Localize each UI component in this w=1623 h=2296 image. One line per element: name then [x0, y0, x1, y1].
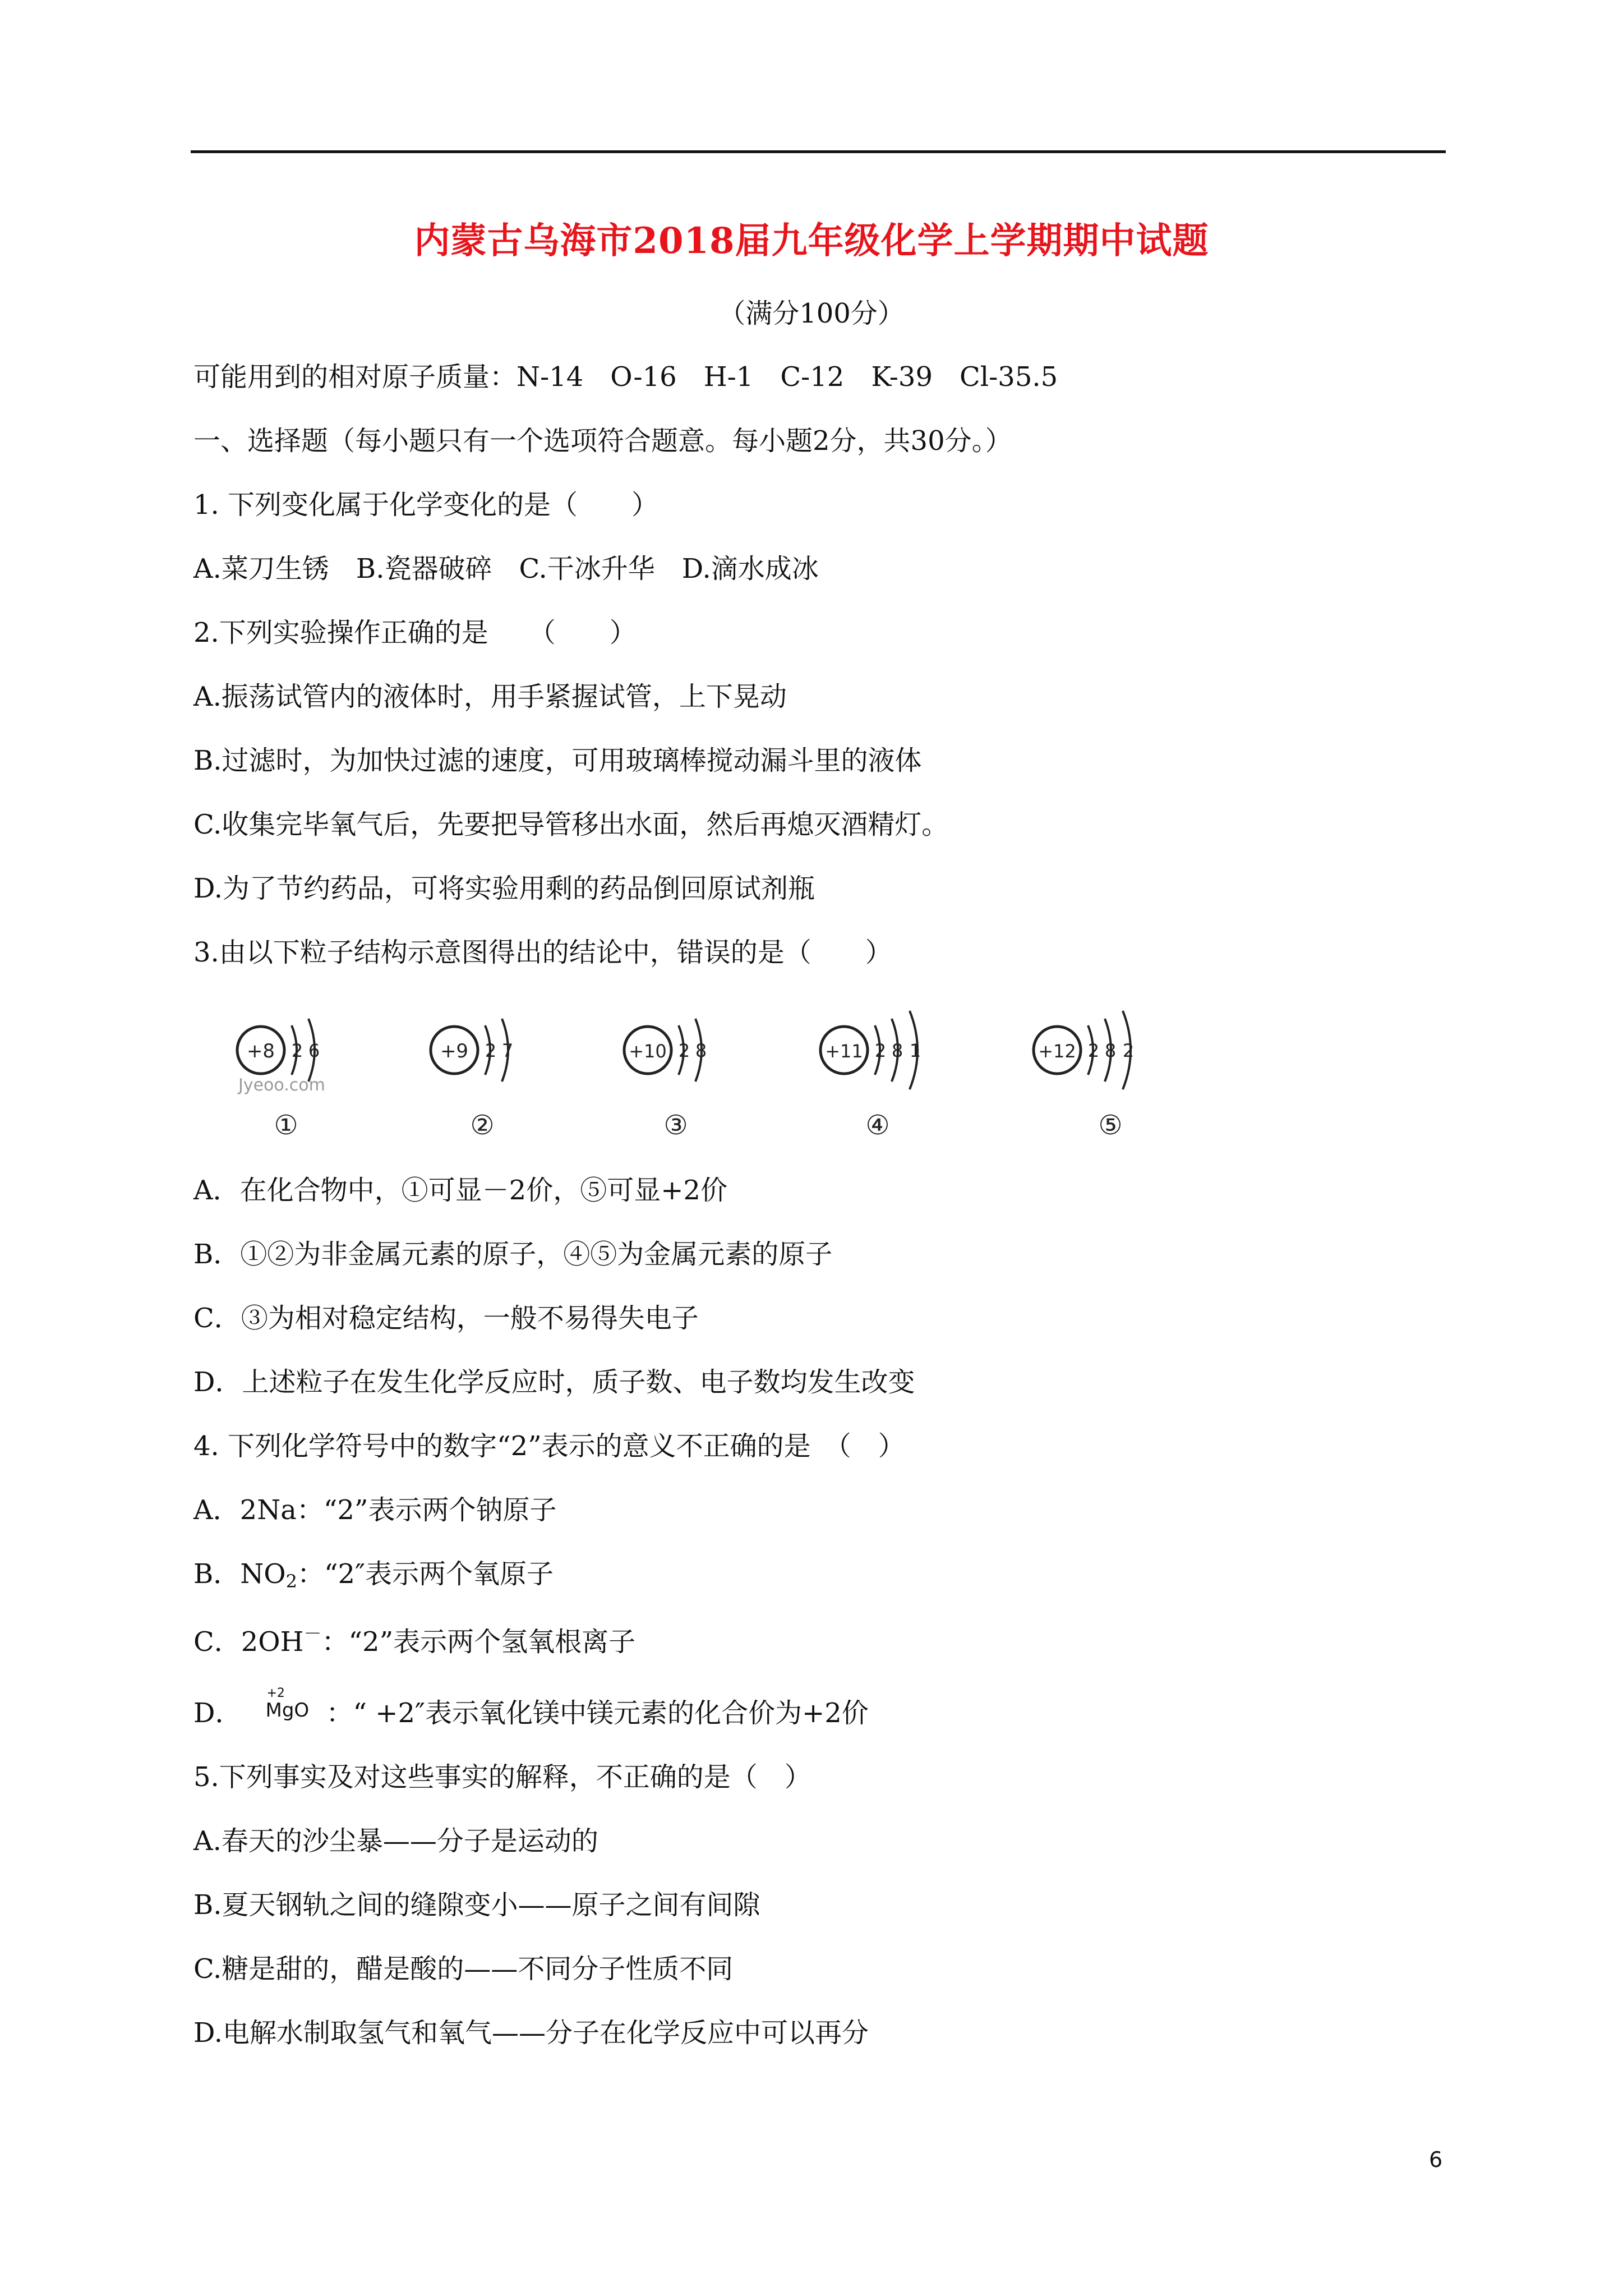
shell-4-3: 1 [909, 1040, 921, 1061]
nucleus-5: +12 [1038, 1041, 1076, 1062]
shell-4-1: 2 [874, 1040, 887, 1061]
q4-option-d [193, 1686, 869, 1729]
header-rule [191, 150, 1446, 153]
q4-option-c-text: ：“2”表示两个氢氧根离子 [321, 1626, 636, 1658]
q1-options: A.菜刀生锈 B.瓷器破碎 C.干冰升华 D.滴水成冰 [193, 553, 819, 585]
watermark: Jyeoo.com [238, 1075, 325, 1095]
q4-option-b [193, 1558, 554, 1592]
nucleus-1: +8 [246, 1040, 275, 1062]
nucleus-2: +9 [440, 1040, 469, 1062]
particle-structure-diagram [230, 994, 1211, 1145]
q4-option-b-formula: B．NO [193, 1558, 286, 1590]
q4-option-d-letter: D． [193, 1697, 242, 1729]
q3-stem: 3.由以下粒子结构示意图得出的结论中，错误的是（ ） [193, 937, 892, 968]
atom-diagram-1 [237, 1019, 325, 1141]
mgo-charge: +2 [266, 1686, 285, 1700]
q3-option-d: D．上述粒子在发生化学反应时，质子数、电子数均发生改变 [193, 1366, 915, 1398]
atomic-masses: 可能用到的相对原子质量：N-14 O-16 H-1 C-12 K-39 Cl-35.5 [193, 361, 1058, 393]
shell-5-2: 8 [1104, 1040, 1117, 1061]
q4-option-c-formula: C．2OH [193, 1626, 304, 1658]
q4-option-c [193, 1623, 636, 1658]
q5-stem: 5.下列事实及对这些事实的解释，不正确的是（ ） [193, 1761, 811, 1793]
section-heading: 一、选择题（每小题只有一个选项符合题意。每小题2分，共30分。） [193, 425, 1012, 457]
q2-stem: 2.下列实验操作正确的是 （ ） [193, 617, 637, 648]
shell-1-1: 2 [291, 1040, 303, 1061]
q4-option-d-text: ：“ +2″表示氧化镁中镁元素的化合价为+2价 [326, 1697, 869, 1729]
q5-option-a: A.春天的沙尘暴——分子是运动的 [193, 1825, 598, 1857]
q5-option-d: D.电解水制取氢气和氧气——分子在化学反应中可以再分 [193, 2017, 869, 2049]
atom-diagram-4 [820, 1011, 921, 1141]
nucleus-3: +10 [629, 1041, 667, 1062]
q1-stem: 1. 下列变化属于化学变化的是（ ） [193, 489, 659, 521]
q3-option-b: B．①②为非金属元素的原子，④⑤为金属元素的原子 [193, 1239, 833, 1270]
q2-option-a: A.振荡试管内的液体时，用手紧握试管，上下晃动 [193, 681, 787, 712]
q3-option-a: A．在化合物中，①可显－2价，⑤可显+2价 [193, 1175, 727, 1206]
score-note: （满分100分） [718, 298, 905, 329]
mgo-formula: MgO [265, 1699, 310, 1722]
q2-option-c: C.收集完毕氧气后，先要把导管移出水面，然后再熄灭酒精灯。 [193, 809, 949, 840]
atom-diagram-3 [624, 1019, 707, 1141]
label-4: ④ [865, 1110, 890, 1141]
q5-option-c: C.糖是甜的，醋是酸的——不同分子性质不同 [193, 1953, 734, 1985]
label-1: ① [274, 1110, 298, 1141]
page-title: 内蒙古乌海市2018届九年级化学上学期期中试题 [414, 220, 1209, 262]
shell-1-2: 6 [308, 1040, 320, 1061]
label-3: ③ [663, 1110, 688, 1141]
page-number: 6 [1429, 2147, 1443, 2172]
label-5: ⑤ [1098, 1110, 1123, 1141]
nucleus-4: +11 [825, 1041, 863, 1062]
atom-diagram-2 [431, 1019, 513, 1141]
q5-option-b: B.夏天钢轨之间的缝隙变小——原子之间有间隙 [193, 1889, 760, 1921]
q2-option-d: D.为了节约药品，可将实验用剩的药品倒回原试剂瓶 [193, 873, 815, 904]
shell-2-1: 2 [485, 1040, 497, 1061]
q2-option-b: B.过滤时，为加快过滤的速度，可用玻璃棒搅动漏斗里的液体 [193, 745, 922, 776]
q3-option-c: C．③为相对稳定结构，一般不易得失电子 [193, 1303, 699, 1334]
q4-option-b-text: ：“2″表示两个氧原子 [297, 1558, 554, 1590]
atom-diagram-5 [1034, 1011, 1134, 1141]
shell-5-3: 2 [1122, 1040, 1135, 1061]
shell-4-2: 8 [891, 1040, 903, 1061]
shell-2-2: 7 [501, 1040, 514, 1061]
shell-3-1: 2 [678, 1040, 690, 1061]
q4-stem: 4. 下列化学符号中的数字“2”表示的意义不正确的是 （ ） [193, 1430, 905, 1462]
q4-option-a: A．2Na：“2”表示两个钠原子 [193, 1494, 557, 1526]
q4-option-b-subscript: 2 [285, 1571, 297, 1592]
q4-option-c-superscript: － [303, 1623, 322, 1644]
mgo-valence-formula [242, 1686, 326, 1727]
shell-3-2: 8 [695, 1040, 707, 1061]
shell-5-1: 2 [1087, 1040, 1100, 1061]
label-2: ② [470, 1110, 495, 1141]
